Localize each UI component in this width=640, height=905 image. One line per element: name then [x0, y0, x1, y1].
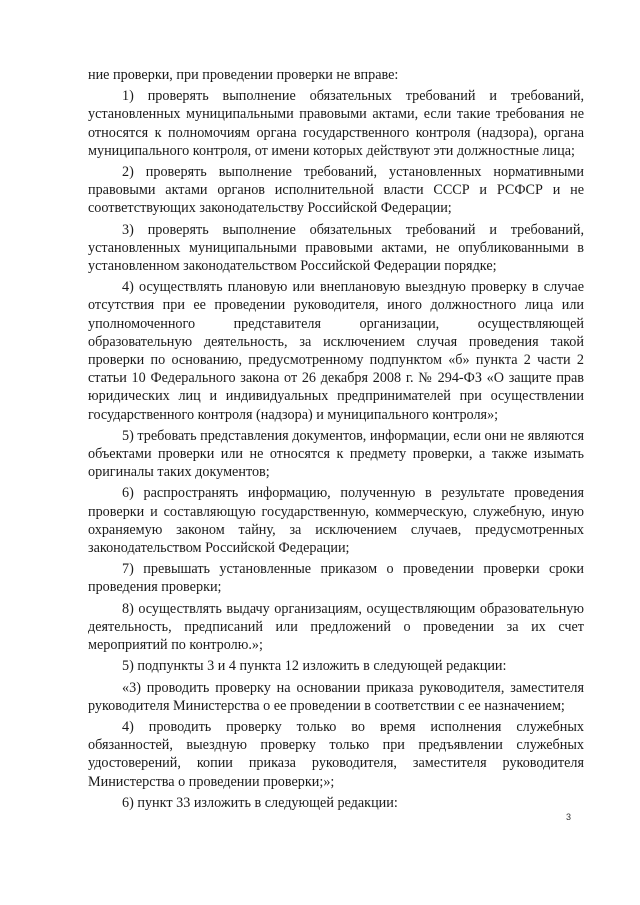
- paragraph-item-3: 3) проверять выполнение обязательных требований и требований, установленных муниципальными правовыми актами, не опубликованными в установленном законодательством Российской Федерации порядке;: [88, 221, 584, 275]
- paragraph-item-6: 6) распространять информацию, полученную в результате проведения проверки и составляющую государственную, коммерческую, служебную, иную охраняемую законом тайну, за исключением случаев, предусмотренных законодательством Российской Федерации;: [88, 485, 584, 557]
- paragraph-item-2: 2) проверять выполнение требований, установленных нормативными правовыми актами органов исполнительной власти СССР и РСФСР и не соответствующих законодательству Российской Федерации;: [88, 164, 584, 217]
- paragraph-item-7: 7) превышать установленные приказом о проведении проверки сроки проведения проверки;: [88, 561, 584, 596]
- page-number: 3: [566, 812, 572, 822]
- document-body: [88, 66, 584, 815]
- paragraph-item-4: 4) осуществлять плановую или внеплановую выездную проверку в случае отсутствия при ее проведении руководителя, иного должностного лица или уполномоченного представителя организации, осуществляющей образовательную деятельность, за исключением случая проведения такой проверки по основанию, предусмотренному подпунктом «б» пункта 2 части 2 статьи 10 Федерального закона от 26 декабря 2008 г. № 294-ФЗ «О защите прав юридических лиц и индивидуальных предпринимателей при осуществлении государственного контроля (надзора) и муниципального контроля»;: [88, 279, 584, 423]
- paragraph-continuation: ние проверки, при проведении проверки не вправе:: [88, 67, 399, 83]
- paragraph-item-1: 1) проверять выполнение обязательных требований и требований, установленных муниципальными правовыми актами, если такие требования не относятся к полномочиям органа государственного контроля (надзора), органа муниципального контроля, от имени которых действуют эти должностные лица;: [88, 88, 584, 159]
- paragraph-item-8: 8) осуществлять выдачу организациям, осуществляющим образовательную деятельность, предписаний или предложений о проведении за их счет мероприятий по контролю.»;: [88, 600, 584, 654]
- paragraph-subitem-4: 4) проводить проверку только во время исполнения служебных обязанностей, выездную проверку только при предъявлении служебных удостоверений, копии приказа руководителя, заместителя руководителя Министерства о проведении проверки;»;: [88, 718, 584, 790]
- paragraph-amend-5: 5) подпункты 3 и 4 пункта 12 изложить в следующей редакции:: [122, 658, 507, 675]
- paragraph-subitem-3: «3) проводить проверку на основании приказа руководителя, заместителя руководителя Министерства о ее проведении в соответствии с ее назначением;: [88, 679, 584, 714]
- paragraph-amend-6: 6) пункт 33 изложить в следующей редакции:: [122, 794, 398, 811]
- paragraph-item-5: 5) требовать представления документов, информации, если они не являются объектами проверки или не относятся к предмету проверки, а также изымать оригиналы таких документов;: [88, 427, 584, 481]
